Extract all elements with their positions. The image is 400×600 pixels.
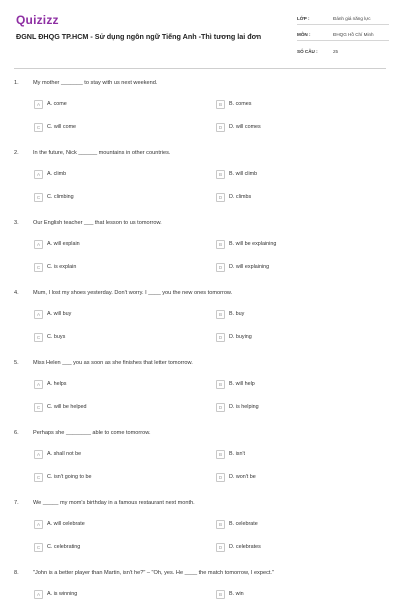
option-a[interactable]: [34, 519, 85, 529]
question-text: Perhaps she ________ able to come tomorrow.: [33, 430, 151, 436]
question-6: [0, 422, 400, 492]
option-key-box: A: [34, 590, 43, 599]
worksheet-header: [0, 0, 400, 66]
option-text: D. buying: [229, 334, 252, 340]
option-text: A. will explain: [47, 241, 80, 247]
option-key-box: C: [34, 473, 43, 482]
option-key-box: D: [216, 193, 225, 202]
header-divider: [14, 68, 386, 69]
question-text: Our English teacher ___ that lesson to us tomorrow.: [33, 220, 162, 226]
question-number: 2.: [14, 150, 19, 156]
option-text: D. celebrates: [229, 544, 261, 550]
option-key-box: D: [216, 473, 225, 482]
option-b[interactable]: [216, 169, 257, 179]
option-key-box: C: [34, 193, 43, 202]
option-text: B. buy: [229, 311, 245, 317]
option-text: A. helps: [47, 381, 67, 387]
option-d[interactable]: [216, 332, 252, 342]
question-number: 6.: [14, 430, 19, 436]
option-key-box: D: [216, 263, 225, 272]
option-key-box: A: [34, 450, 43, 459]
option-key-box: D: [216, 123, 225, 132]
option-a[interactable]: [34, 309, 71, 319]
option-key-box: B: [216, 170, 225, 179]
option-key-box: A: [34, 240, 43, 249]
question-2: [0, 142, 400, 212]
question-number: 8.: [14, 570, 19, 576]
option-key-box: B: [216, 100, 225, 109]
option-b[interactable]: [216, 519, 258, 529]
option-text: D. won't be: [229, 474, 256, 480]
meta-value: Đánh giá năng lực: [333, 16, 371, 21]
option-d[interactable]: [216, 402, 259, 412]
option-b[interactable]: [216, 589, 244, 599]
option-key-box: C: [34, 123, 43, 132]
option-key-box: D: [216, 543, 225, 552]
option-text: C. will be helped: [47, 404, 87, 410]
meta-label: MÔN :: [297, 32, 311, 37]
option-b[interactable]: [216, 309, 244, 319]
option-d[interactable]: [216, 262, 269, 272]
option-text: D. will explaining: [229, 264, 270, 270]
option-text: B. will help: [229, 381, 255, 387]
option-key-box: B: [216, 450, 225, 459]
option-key-box: B: [216, 590, 225, 599]
option-key-box: D: [216, 333, 225, 342]
option-b[interactable]: [216, 379, 255, 389]
option-text: C. celebrating: [47, 544, 81, 550]
quizizz-logo: Quizizz: [16, 13, 59, 27]
option-text: A. climb: [47, 171, 67, 177]
option-key-box: D: [216, 403, 225, 412]
option-key-box: C: [34, 263, 43, 272]
question-text: "John is a better player than Martin, isn't he?" – "Oh, yes. He ____ the match tomorrow, I expect.": [33, 570, 274, 576]
question-number: 4.: [14, 290, 19, 296]
meta-value: ĐHQG Hồ Chí Minh: [333, 32, 374, 37]
option-c[interactable]: [34, 262, 76, 272]
meta-label: LỚP :: [297, 16, 310, 21]
question-text: We _____ my mom's birthday in a famous restaurant next month.: [33, 500, 195, 506]
option-c[interactable]: [34, 542, 80, 552]
option-text: A. will celebrate: [47, 521, 85, 527]
question-4: [0, 282, 400, 352]
question-text: My mother _______ to stay with us next weekend.: [33, 80, 158, 86]
option-key-box: A: [34, 380, 43, 389]
option-text: C. is explain: [47, 264, 77, 270]
question-3: [0, 212, 400, 282]
option-text: C. will come: [47, 124, 77, 130]
option-text: A. come: [47, 101, 67, 107]
option-text: B. will climb: [229, 171, 258, 177]
option-key-box: C: [34, 543, 43, 552]
option-key-box: B: [216, 520, 225, 529]
option-b[interactable]: [216, 449, 245, 459]
option-text: D. climbs: [229, 194, 252, 200]
option-a[interactable]: [34, 99, 67, 109]
option-a[interactable]: [34, 449, 81, 459]
question-7: [0, 492, 400, 562]
question-number: 7.: [14, 500, 19, 506]
option-text: C. climbing: [47, 194, 74, 200]
meta-row-subject: [297, 29, 389, 41]
option-text: A. is winning: [47, 591, 78, 597]
option-a[interactable]: [34, 379, 66, 389]
option-key-box: B: [216, 380, 225, 389]
option-key-box: C: [34, 403, 43, 412]
option-a[interactable]: [34, 589, 77, 599]
option-text: B. win: [229, 591, 244, 597]
option-d[interactable]: [216, 192, 251, 202]
option-c[interactable]: [34, 122, 76, 132]
meta-value: 25: [333, 48, 339, 54]
question-number: 3.: [14, 220, 19, 226]
option-key-box: A: [34, 170, 43, 179]
question-1: [0, 72, 400, 142]
option-text: D. will comes: [229, 124, 261, 130]
meta-label: SỐ CÂU :: [297, 48, 318, 54]
option-d[interactable]: [216, 122, 261, 132]
option-text: A. will buy: [47, 311, 72, 317]
option-b[interactable]: [216, 99, 251, 109]
option-key-box: A: [34, 100, 43, 109]
worksheet-title: ĐGNL ĐHQG TP.HCM - Sử dụng ngôn ngữ Tiếng Anh -Thì tương lai đơn: [16, 32, 262, 41]
worksheet-meta: [297, 13, 389, 61]
option-text: B. comes: [229, 101, 252, 107]
meta-row-class: [297, 13, 389, 25]
meta-row-count: [297, 45, 389, 57]
option-b[interactable]: [216, 239, 276, 249]
option-key-box: A: [34, 310, 43, 319]
option-key-box: B: [216, 240, 225, 249]
question-5: [0, 352, 400, 422]
option-text: D. is helping: [229, 404, 259, 410]
option-text: B. celebrate: [229, 521, 258, 527]
question-number: 1.: [14, 80, 19, 86]
option-text: C. buys: [47, 334, 66, 340]
option-key-box: C: [34, 333, 43, 342]
question-8: [0, 562, 400, 600]
option-c[interactable]: [34, 332, 65, 342]
option-d[interactable]: [216, 542, 261, 552]
question-number: 5.: [14, 360, 19, 366]
option-text: B. isn't: [229, 451, 246, 457]
option-a[interactable]: [34, 169, 66, 179]
option-c[interactable]: [34, 402, 87, 412]
question-text: In the future, Nick ______ mountains in other countries.: [33, 150, 171, 156]
option-c[interactable]: [34, 472, 91, 482]
option-d[interactable]: [216, 472, 256, 482]
option-key-box: A: [34, 520, 43, 529]
option-text: B. will be explaining: [229, 241, 277, 247]
question-list: [0, 72, 400, 600]
question-text: Mum, I lost my shoes yesterday. Don't worry. I ____ you the new ones tomorrow.: [33, 290, 233, 296]
question-text: Miss Helen ___ you as soon as she finishes that letter tomorrow.: [33, 360, 193, 366]
option-c[interactable]: [34, 192, 74, 202]
option-text: A. shall not be: [47, 451, 82, 457]
option-key-box: B: [216, 310, 225, 319]
option-a[interactable]: [34, 239, 80, 249]
option-text: C. isn't going to be: [47, 474, 92, 480]
